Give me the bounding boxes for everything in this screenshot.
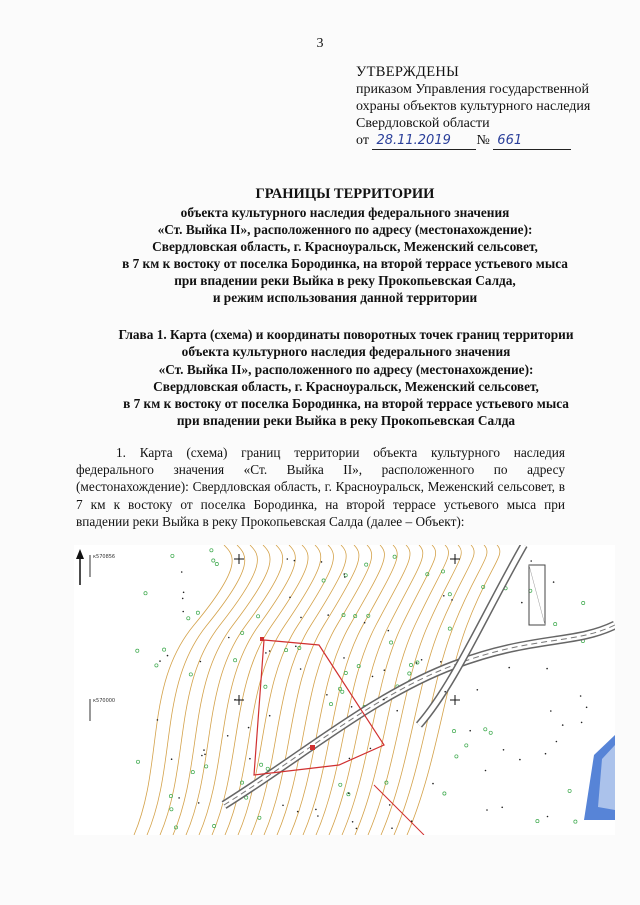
elevation-point (388, 630, 390, 632)
approval-heading: УТВЕРЖДЕНЫ (356, 64, 460, 80)
elevation-point (581, 722, 583, 724)
approval-block (356, 64, 590, 150)
elevation-point (444, 691, 446, 693)
elevation-point (508, 667, 510, 669)
elevation-point (469, 730, 471, 732)
elevation-point (391, 827, 393, 829)
elevation-point (562, 724, 564, 726)
elevation-point (321, 561, 323, 563)
from-label: от (356, 133, 369, 148)
elevation-point (227, 735, 229, 737)
elevation-point (521, 602, 523, 604)
elevation-point (181, 571, 183, 573)
elevation-point (234, 699, 236, 701)
elevation-point (486, 809, 488, 811)
elevation-point (416, 662, 418, 664)
elevation-point (550, 710, 552, 712)
elevation-point (356, 828, 358, 830)
elevation-point (198, 802, 200, 804)
elevation-point (344, 576, 346, 578)
elevation-point (315, 809, 317, 811)
page-number: 3 (316, 36, 324, 51)
elevation-point (344, 573, 346, 575)
elevation-point (269, 715, 271, 717)
chapter-line: Глава 1. Карта (схема) и координаты поворотных точек границ территории (118, 327, 574, 342)
chapter-line: Свердловская область, г. Красноуральск, Меженский сельсовет, (153, 378, 539, 394)
elevation-point (364, 622, 366, 624)
map-scheme (74, 545, 615, 835)
approval-line: приказом Управления государственной (356, 82, 590, 97)
number-label: № (476, 133, 490, 148)
elevation-point (300, 617, 302, 619)
elevation-point (411, 820, 413, 822)
elevation-point (370, 748, 372, 750)
title-line: в 7 км к востоку от поселка Бородинка, на второй террасе устьевого мыса (122, 256, 568, 271)
title-line: объекта культурного наследия федерального значения (180, 205, 510, 220)
elevation-point (477, 689, 479, 691)
chapter-heading (56, 326, 636, 430)
handwritten-date: 28.11.2019 (372, 132, 476, 150)
elevation-point (248, 727, 250, 729)
elevation-point (432, 783, 434, 785)
approval-line: охраны объектов культурного наследия (356, 99, 591, 114)
elevation-point (440, 661, 442, 663)
paragraph-text: 1. Карта (схема) границ территории объекта культурного наследия федерального значения «Ст. Выйка II», расположенного по адресу (местонахождение): Свердловская область, г. Красноуральск, Меженский сельсовет, в 7 км к востоку от поселка Бородинка, на второй террасе устьевого мыса при впадении реки Выйка в реку Прокопьевская Салда (далее – Объект): (76, 445, 565, 529)
title-line: при впадении реки Выйка в реку Прокопьевская Салда, (174, 273, 516, 288)
elevation-point (384, 669, 386, 671)
coord-label-mid: к570000 (93, 698, 116, 704)
title-line: Свердловская область, г. Красноуральск, Меженский сельсовет, (152, 239, 538, 254)
elevation-point (485, 770, 487, 772)
elevation-point (200, 661, 202, 663)
handwritten-number: 661 (493, 132, 571, 150)
elevation-point (372, 676, 374, 678)
elevation-point (203, 749, 205, 751)
elevation-point (228, 637, 230, 639)
title-line: «Ст. Выйка II», расположенного по адресу (местонахождение): (157, 222, 533, 237)
elevation-point (553, 581, 555, 583)
elevation-point (294, 560, 296, 562)
elevation-point (503, 749, 505, 751)
chapter-line: «Ст. Выйка II», расположенного по адресу (местонахождение): (158, 361, 534, 377)
elevation-point (201, 755, 203, 757)
elevation-point (547, 816, 549, 818)
elevation-point (349, 758, 351, 760)
elevation-point (171, 758, 173, 760)
elevation-point (182, 611, 184, 613)
elevation-point (167, 655, 169, 657)
map-drawing (74, 545, 615, 835)
elevation-point (389, 804, 391, 806)
elevation-point (317, 815, 319, 817)
approval-line: Свердловской области (356, 116, 490, 131)
elevation-point (351, 706, 353, 708)
title-heading: ГРАНИЦЫ ТЕРРИТОРИИ (255, 186, 435, 202)
elevation-point (159, 660, 161, 662)
elevation-point (580, 695, 582, 697)
elevation-point (182, 598, 184, 600)
body-paragraph (76, 444, 565, 530)
elevation-point (556, 741, 558, 743)
elevation-point (501, 807, 503, 809)
chapter-line: в 7 км к востоку от поселка Бородинка, на второй террасе устьевого мыса (123, 396, 569, 412)
elevation-point (295, 646, 297, 648)
elevation-point (297, 811, 299, 813)
elevation-point (178, 797, 180, 799)
elevation-point (204, 754, 206, 756)
elevation-point (421, 659, 423, 661)
chapter-line: объекта культурного наследия федерального значения (181, 344, 511, 360)
approval-date-line (356, 132, 590, 150)
document-title (60, 186, 630, 306)
elevation-point (289, 597, 291, 599)
elevation-point (546, 668, 548, 670)
elevation-point (343, 657, 345, 659)
elevation-point (269, 650, 271, 652)
elevation-point (327, 614, 329, 616)
elevation-point (545, 753, 547, 755)
elevation-point (451, 599, 453, 601)
elevation-point (443, 595, 445, 597)
elevation-point (396, 710, 398, 712)
elevation-point (352, 821, 354, 823)
elevation-point (383, 699, 385, 701)
chapter-line: при впадении реки Выйка в реку Прокопьевская Салда (176, 413, 516, 429)
elevation-point (287, 558, 289, 560)
elevation-point (282, 805, 284, 807)
elevation-point (249, 758, 251, 760)
elevation-point (348, 792, 350, 794)
coord-label-top: к570856 (93, 554, 116, 560)
elevation-point (300, 668, 302, 670)
elevation-point (157, 719, 159, 721)
title-line: и режим использования данной территории (212, 290, 478, 305)
elevation-point (265, 652, 267, 654)
elevation-point (183, 592, 185, 594)
elevation-point (326, 694, 328, 696)
elevation-point (519, 759, 521, 761)
elevation-point (586, 707, 588, 709)
elevation-point (530, 560, 532, 562)
